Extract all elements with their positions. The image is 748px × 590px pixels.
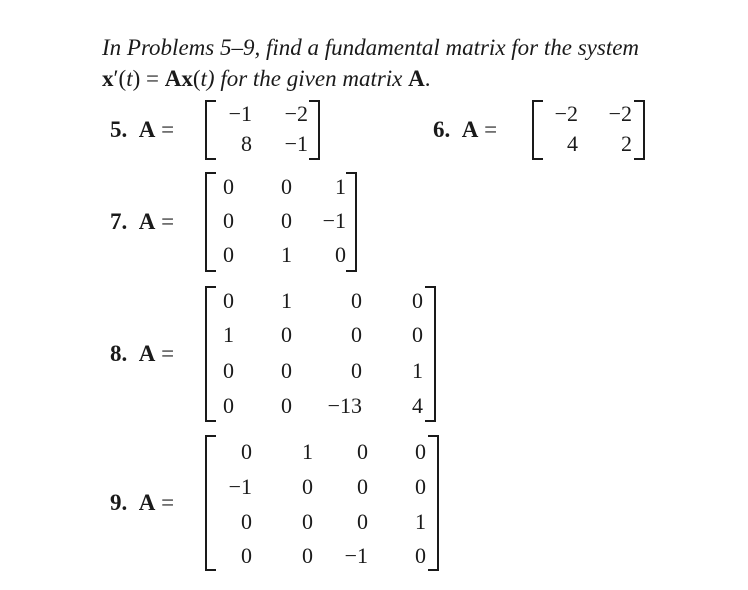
matrix-cell: −2 (554, 101, 578, 126)
problem-number: 6. (433, 117, 451, 142)
matrix-cell: 0 (223, 288, 234, 313)
equals-sign: = (161, 209, 175, 234)
matrix-cell: 0 (335, 242, 346, 267)
matrix-cell: 0 (281, 358, 292, 383)
matrix-cell: 1 (281, 288, 292, 313)
matrix-name: A (461, 117, 479, 142)
matrix-cell: 0 (281, 174, 292, 199)
problem-label (433, 117, 497, 143)
problem-number: 5. (110, 117, 128, 142)
matrix-cell: 0 (223, 242, 234, 267)
problem-number: 9. (110, 490, 128, 515)
matrix-cell: 0 (351, 322, 362, 347)
var-t: t (126, 66, 133, 91)
matrix-cell: 1 (223, 322, 234, 347)
equals-sign: = (484, 117, 498, 142)
problem-number: 8. (110, 341, 128, 366)
matrix-cell: 0 (281, 393, 292, 418)
vector-x: x (102, 66, 114, 91)
matrix-cell: −1 (228, 101, 252, 126)
period: . (424, 66, 431, 91)
problem-label (110, 117, 174, 143)
matrix-cell: −2 (284, 101, 308, 126)
matrix-cell: 1 (302, 439, 313, 464)
problem-label (110, 341, 174, 367)
matrix-cell: −1 (322, 208, 346, 233)
matrix-cell: 0 (281, 208, 292, 233)
matrix-cell: 0 (357, 439, 368, 464)
matrix-cell: 2 (621, 131, 632, 156)
equals-sign: = (161, 117, 175, 142)
problem-label (110, 490, 174, 516)
matrix-cell: −1 (344, 543, 368, 568)
ax-product: Ax (164, 66, 193, 91)
matrix-A-symbol: A (408, 66, 425, 91)
matrix-cell: −1 (228, 474, 252, 499)
matrix-cell: 0 (241, 509, 252, 534)
matrix-cell: 0 (357, 509, 368, 534)
matrix-right-bracket (634, 100, 645, 160)
matrix-right-bracket (346, 172, 357, 272)
matrix-right-bracket (425, 286, 436, 422)
matrix-cell: 0 (415, 439, 426, 464)
matrix-cell: 8 (241, 131, 252, 156)
matrix-cell: 1 (335, 174, 346, 199)
matrix-cell: 4 (567, 131, 578, 156)
matrix-cell: 1 (281, 242, 292, 267)
matrix-cell: 1 (412, 358, 423, 383)
equals-text: ) = (132, 66, 165, 91)
equals-sign: = (161, 490, 175, 515)
matrix-cell: 0 (241, 439, 252, 464)
problem-number: 7. (110, 209, 128, 234)
matrix-cell: 0 (351, 288, 362, 313)
var-t-2: t (200, 66, 207, 91)
matrix-cell: 0 (302, 509, 313, 534)
matrix-cell: 0 (302, 543, 313, 568)
matrix-cell: 0 (223, 208, 234, 233)
instructions-line-1: In Problems 5–9, find a fundamental matrix for the system (102, 35, 640, 60)
matrix-cell: 0 (223, 393, 234, 418)
matrix-cell: 0 (302, 474, 313, 499)
problem-label (110, 209, 174, 235)
matrix-cell: −13 (327, 393, 362, 418)
matrix-cell: 0 (415, 474, 426, 499)
matrix-cell: 1 (415, 509, 426, 534)
matrix-cell: 0 (415, 543, 426, 568)
matrix-name: A (138, 490, 156, 515)
matrix-name: A (138, 209, 156, 234)
matrix-right-bracket (428, 435, 439, 571)
for-given-text: ) for the given matrix (206, 66, 409, 91)
matrix-cell: 0 (223, 358, 234, 383)
equals-sign: = (161, 341, 175, 366)
prime-paren: ′( (113, 66, 127, 91)
matrix-cell: 0 (223, 174, 234, 199)
matrix-cell: 0 (412, 322, 423, 347)
matrix-cell: −2 (608, 101, 632, 126)
matrix-cell: 0 (351, 358, 362, 383)
matrix-name: A (138, 341, 156, 366)
matrix-cell: 0 (412, 288, 423, 313)
cropped-previous-matrix (205, 0, 385, 2)
matrix-cell: −1 (284, 131, 308, 156)
instructions-line-2 (102, 63, 732, 94)
matrix-cell: 0 (241, 543, 252, 568)
matrix-name: A (138, 117, 156, 142)
matrix-cell: 0 (281, 322, 292, 347)
matrix-right-bracket (309, 100, 320, 160)
open-paren: ( (192, 66, 201, 91)
matrix-cell: 4 (412, 393, 423, 418)
problem-instructions (102, 32, 732, 94)
matrix-cell: 0 (357, 474, 368, 499)
